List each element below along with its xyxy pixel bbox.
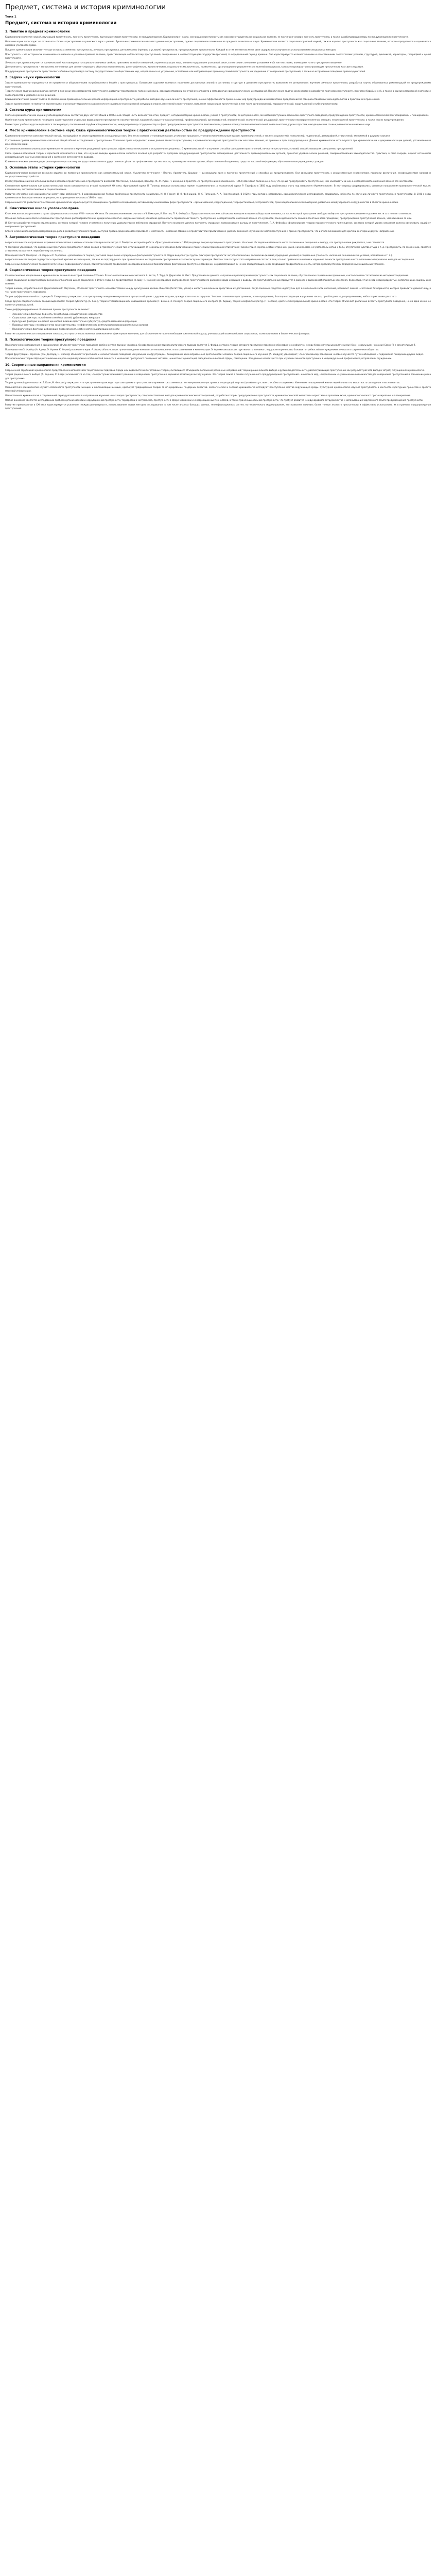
section-heading: 2. Задачи науки криминологии xyxy=(5,76,60,80)
paragraph: Теория рутинной деятельности (Л. Коэн, М. Фелсон) утверждает, что преступление происходит при совпадении в пространстве и времени трех элементов: мотивированного преступника, подходящей жертвы (цели) и отсутствия способного защитника. Изменения повседневной жизни людей влияют на вероятность совпадения этих элементов. xyxy=(5,381,400,384)
paragraph: Основные положения классической школы: преступление рассматривается как юридическое понятие, нарушение закона; наказание должно быть соразмерным тяжести преступления; неотвратимость наказания важнее его суровости; закон должен быть ясным и понятным всем гражданам; предупреждение преступлений важнее, чем наказание за них. xyxy=(5,216,412,219)
paragraph: Современные биологические теории (генетические, эндокринологические, психиатрические) продолжают исследования влияния биологических факторов на преступное поведение, но рассматривают их не как определяющие, а как создающие предрасположенность, которая реализуется при определенных социальных условиях. xyxy=(5,263,385,266)
paragraph: Отечественная криминология в современный период развивается в направлении изучения новых видов преступности, совершенствования методов криминологических исследований, разработки теории предупреждения преступности, криминологической экспертизы нормативных правовых актов, криминологического прогнозирования и планирования. xyxy=(5,394,411,397)
document-section xyxy=(5,235,431,266)
paragraph: Криминологические воззрения возникли задолго до появления криминологии как самостоятельной науки. Мыслители античности – Платон, Аристотель, Цицерон – высказывали идеи о причинах преступлений и способах их предупреждения. Они связывали преступность с имущественным неравенством, пороками воспитания, несовершенством законов и государственного устройства. xyxy=(5,171,431,178)
document-section xyxy=(5,207,431,233)
paragraph: В некоторых учебных курсах выделяется также раздел, посвященный зарубежной криминологии, международному сотрудничеству в сфере предупреждения преступности, виктимологии, криминологии уголовно-исполнительной деятельности и другим отраслям, находящимся на стыке криминологии и смежных наук. xyxy=(5,123,371,126)
paragraph: Развитие отечественной криминологии имеет свои особенности. В дореволюционной России проблемами преступности занимались М. Н. Гернет, И. Я. Фойницкий, Н. С. Таганцев, А. А. Пионтковский. В 1920-е годы активно развивались криминологические исследования, создавались кабинеты по изучению личности преступника и преступности. В 1930-е годы криминология была фактически запрещена, ее возрождение началось в 1960-е годы. xyxy=(5,192,431,199)
paragraph: Современный этап развития отечественной криминологии характеризуется расширением предмета исследований, активным изучением новых форм преступности – организованной, коррупционной, террористической, экстремистской, транснациональной и компьютерной, развитием международного сотрудничества в области криминологии. xyxy=(5,200,399,204)
paragraph: Психологические теории обращают внимание на роль индивидуальных особенностей личности в механизме преступного поведения: мотивов, ценностных ориентаций, эмоционально-волевой сферы, самооценки. Эти данные используются при изучении личности преступника, в индивидуальной профилактике, исправлении осужденных. xyxy=(5,357,392,360)
paragraph: Преступность – это исторически изменчивое социальное и уголовно-правовое явление, представляющее собой систему преступлений, совершенных в соответствующем государстве (регионе) за определенный период времени. Она характеризуется количественными и качественными показателями: уровнем, структурой, динамикой, характером, географией и ценой преступности. xyxy=(5,53,431,59)
document-section xyxy=(5,76,431,106)
bullet-list xyxy=(9,312,431,331)
paragraph: Теория аномии, разработанная Э. Дюркгеймом и Р. Мертоном, объясняет преступность несоответствием между культурными целями общества (богатство, успех) и институциональными средствами их достижения. Когда законные средства недоступны для значительной части населения, возникает аномия – состояние безнормности, которое приводит к девиантному, в том числе преступному, поведению. xyxy=(5,287,431,294)
list-item: • Экономические факторы: бедность, безработица, имущественное неравенство xyxy=(9,312,431,316)
paragraph: Связь криминологической теории с практикой проявляется в том, что научные выводы криминологии являются основой для разработки программ предупреждения преступности, планирования деятельности правоохранительных органов, принятия управленческих решений, совершенствования законодательства. Практика, в свою очередь, служит источником информации для научных исследований и критерием истинности их выводов. xyxy=(5,151,431,158)
paragraph: С уголовным правом криминологию связывает общий объект исследования – преступление. Уголовное право определяет, какие деяния являются преступными, а криминология изучает преступность как массовое явление, ее причины и пути предупреждения. Данные криминологии используются при криминализации и декриминализации деяний, установлении и изменении санкций. xyxy=(5,139,431,146)
section-heading: 10. Современные направления криминологии xyxy=(5,363,86,367)
paragraph: Предупреждение преступности представляет собой многоуровневую систему государственных и общественных мер, направленных на устранение, ослабление или нейтрализацию причин и условий преступности, на удержание от совершения преступлений, а также на исправление поведения правонарушителей. xyxy=(5,70,366,73)
paragraph: Криминология является самостоятельной наукой, находящейся на стыке юридических и социальных наук. Она тесно связана с уголовным правом, уголовным процессом, уголовно-исполнительным правом, криминалистикой, а также с социологией, психологией, педагогикой, демографией, статистикой, экономикой и другими науками. xyxy=(5,134,391,138)
section-heading: 9. Психологические теории преступного поведения xyxy=(5,338,96,342)
section-heading: 1. Понятие и предмет криминологии xyxy=(5,30,70,33)
paragraph: Система криминологии как науки и учебной дисциплины состоит из двух частей: Общей и Особенной. Общая часть включает понятие, предмет, методы и историю криминологии, учение о преступности, ее детерминантах, личности преступника, механизме преступного поведения, предупреждении преступности, криминологическом прогнозировании и планировании. xyxy=(5,114,429,117)
document-body xyxy=(5,30,431,410)
paragraph: Личность преступника изучается криминологией как совокупность социально значимых свойств, признаков, связей и отношений, характеризующих лицо, виновно нарушившее уголовный закон, в сочетании с внешними условиями и обстоятельствами, влияющими на его преступное поведение. xyxy=(5,61,342,64)
paragraph: С уголовно-исполнительным правом криминология связана в изучении рецидивной преступности, эффективности наказания и исправления осужденных. С криминалистикой – в изучении способов совершения преступлений, личности преступника, условий, способствовавших совершению преступлений. xyxy=(5,147,354,150)
document-section xyxy=(5,30,431,73)
section-heading: 5. Основные этапы истории криминологии xyxy=(5,166,80,170)
paragraph: И. Бентам разработал теорию утилитаризма, согласно которой человек стремится к получению удовольствия и избеганию страданий. Поэтому наказание должно причинять страдание, превосходящее выгоду от преступления. П. А. Фейербах сформулировал теорию психологического принуждения, согласно которой угроза наказания должна удерживать людей от совершения преступлений. xyxy=(5,221,431,228)
list-item: • Социальные факторы: ослабление семейных связей, урбанизация, миграция xyxy=(9,316,431,319)
document-section xyxy=(5,166,431,204)
paragraph: Ч. Ломброзо утверждал, что врожденный преступник представляет собой особый антропологический тип, отличающийся от нормального человека физическими и психическими признаками (стигматами): асимметрией черепа, особым строением ушей, низким лбом, нечувствительностью к боли, отсутствием чувства стыда и т. д. Преступность, по его мнению, является атавизмом, возвратом к первобытному состоянию. xyxy=(5,245,431,252)
paragraph: Социологическое направление в криминологии возникло во второй половине XIX века. Его основоположниками считаются А. Кетле, Г. Тард, Э. Дюркгейм, Ф. Лист. Представители данного направления рассматривали преступность как социальное явление, обусловленное социальными причинами, и использовали статистические методы исследования. xyxy=(5,274,409,277)
document-section xyxy=(5,108,431,126)
paragraph: Становление криминологии как самостоятельной науки связывается со второй половиной XIX века. Французский юрист П. Топинар впервые использовал термин «криминология», а итальянский юрист Р. Гарофало в 1885 году опубликовал книгу под названием «Криминология». В этот период сформировались основные направления криминологической мысли: классическое, антропологическое и социологическое. xyxy=(5,184,431,191)
section-heading: 4. Место криминологии в системе наук. Связь криминологической теории с практической деятельностью по предупреждению преступности xyxy=(5,129,255,133)
paragraph: Задачи криминологии не являются неизменными: они конкретизируются в зависимости от социально-экономической ситуации в стране, изменений в преступности, появления новых видов преступлений, в том числе организованной, террористической, коррупционной и киберпреступности. xyxy=(5,103,338,106)
paragraph: Психологическое направление в криминологии объясняет преступное поведение особенностями психики человека. Основоположником психоаналитического подхода является З. Фрейд, согласно теории которого преступное поведение обусловлено конфликтом между бессознательными влечениями (Оно), моральными нормами (Сверх-Я) и сознательным Я. xyxy=(5,343,416,346)
topic-label: Тема 1 xyxy=(5,15,16,19)
paragraph: Детерминанты преступности – это система негативных для соответствующего общества экономических, демографических, идеологических, социально-психологических, политических, организационно-управленческих явлений и процессов, которые порождают и воспроизводят преступность как свое следствие. xyxy=(5,65,364,69)
section-heading: 3. Система курса криминологии xyxy=(5,109,62,112)
list-item: • Правовые факторы: несовершенство законодательства, неэффективность деятельности правоохранительных органов xyxy=(9,323,431,327)
paragraph: Развитие социологического направления показало, что преступность является сложным многофакторным явлением, для объяснения которого необходим комплексный подход, учитывающий взаимодействие социальных, психологических и биологических факторов. xyxy=(5,332,310,335)
paragraph: Феминистская криминология изучает особенности преступности женщин и виктимизации женщин, критикует традиционные теории за игнорирование гендерных аспектов. Экологическая и зеленая криминология исследуют преступления против окружающей среды. Культурная криминология изучает преступность в контексте культурных процессов и средств массовой информации. xyxy=(5,386,431,393)
document-section xyxy=(5,363,431,411)
document-section xyxy=(5,338,431,361)
paragraph: Развитие криминологии в XXI веке характеризуется усилением междисциплинарности, использованием новых методов исследования, в том числе анализа больших данных, геоинформационных систем, математического моделирования, что позволяет получать более точные знания о преступности и эффективно использовать их в практике предупреждения преступлений. xyxy=(5,403,431,410)
page-title: Предмет, система и история криминологии xyxy=(5,3,166,11)
paragraph: Среди других социологических теорий выделяются: теория субкультур (А. Коэн), теория стигматизации или навешивания ярлыков (Г. Беккер, Э. Лемерт), теория социального контроля (Т. Хирши), теория конфликта культур (Т. Селлин), критическая (радикальная) криминология. Эти теории объясняют различные аспекты преступного поведения, но ни одна из них не является универсальной. xyxy=(5,299,431,307)
paragraph: Классическая школа уголовного права сформировалась в конце XVIII – начале XIX века. Ее основоположниками считаются Ч. Беккариа, И. Бентам, П. А. Фейербах. Представители классической школы исходили из идеи свободы воли человека, согласно которой преступник свободно выбирает преступное поведение и должен нести за это ответственность. xyxy=(5,212,412,215)
paragraph: Последователи Ч. Ломброзо – Э. Ферри и Р. Гарофало – дополнили его теорию, учитывая социальные и природные факторы преступности. Э. Ферри выделял три группы факторов преступности: антропологические, физические (климат, природные условия) и социальные (плотность населения, экономические условия, воспитание и т. п.). xyxy=(5,253,393,257)
section-heading: 8. Социологическая теория преступного поведения xyxy=(5,269,96,273)
paragraph: Задачи криминологии определяются ее предметом и общественными потребностями в борьбе с преступностью. Основными задачами являются: получение достоверных знаний о состоянии, структуре и динамике преступности; выявление ее детерминант; изучение личности преступника; разработка научно обоснованных рекомендаций по предупреждению преступлений. xyxy=(5,81,431,88)
document-section xyxy=(5,268,431,335)
paragraph: Современная зарубежная криминология представлена многообразием теоретических подходов. Среди них выделяются интегративные теории, пытающиеся объединить положения различных направлений; теории рационального выбора и рутинной деятельности, рассматривающие преступление как результат расчета выгод и затрат; ситуационная криминология. xyxy=(5,368,425,371)
paragraph: Теория социальной дезорганизации возникла в Чикагской школе социологии в 1920-е годы. Ее представители (К. Шоу, Г. Маккей) исследовали распределение преступности по районам города и пришли к выводу, что преступность концентрируется в районах с высокой мобильностью населения, бедностью, этнической неоднородностью, ослабленными социальными связями. xyxy=(5,279,431,285)
paragraph: Предмет криминологии включает четыре основных элемента: преступность, личность преступника, детерминанты (причины и условия) преступности, предупреждение преступности. Каждый из этих элементов имеет свое содержание и изучается с использованием специальных методов. xyxy=(5,48,337,51)
document-section xyxy=(5,129,431,163)
paragraph: Последователи З. Фрейда (А. Адлер, Э. Фромм, К. Хорни) развили его идеи. А. Адлер объяснял преступное поведение комплексом неполноценности и стремлением к компенсации. Э. Фромм связывал деструктивность человека с неудовлетворенностью базовых потребностей и отчуждением личности в современном обществе. xyxy=(5,348,379,351)
paragraph: В эпоху Просвещения значительный вклад в развитие представлений о преступности внесли Ш. Монтескье, Ч. Беккариа, Вольтер, Ж.-Ж. Руссо. Ч. Беккариа в трактате «О преступлениях и наказаниях» (1764) обосновал положение о том, что лучше предупреждать преступления, чем наказывать за них, а неотвратимость наказания важнее его жестокости. xyxy=(5,179,413,182)
paragraph: Особенная часть криминологии посвящена характеристике отдельных видов и групп преступности: насильственной, корыстной, корыстно-насильственной, профессиональной, организованной, экономической, экологической, рецидивной, преступности несовершеннолетних, женщин, неосторожной преступности, а также мер их предупреждения. xyxy=(5,118,405,122)
paragraph: Криминологические рекомендации реализуются через систему государственных и негосударственных субъектов профилактики: органы власти, правоохранительные органы, общественные объединения, средства массовой информации, образовательные учреждения, граждан. xyxy=(5,160,324,163)
paragraph: Теория рационального выбора (Д. Корниш, Р. Кларк) основывается на том, что преступник принимает решение о совершении преступления, оценивая возможную выгоду и риски. Эта теория лежит в основе ситуационного предупреждения преступлений – комплекса мер, направленных на уменьшение возможностей для совершения преступлений и повышение риска для преступника. xyxy=(5,373,431,380)
section-heading: 6. Классическая школа уголовного права xyxy=(5,207,79,210)
paragraph: Антропологическое направление в криминологии связано с именем итальянского врача-психиатра Ч. Ломброзо, который в работе «Преступный человек» (1876) выдвинул теорию врожденного преступника. На основе обследования большого числа заключенных он пришел к выводу, что преступниками рождаются, а не становятся. xyxy=(5,241,385,244)
paragraph: Теоретические задачи криминологии состоят в познании закономерностей преступности, развитии теоретических положений науки, совершенствовании понятийного аппарата и методологии криминологических исследований. Практические задачи заключаются в разработке прогнозов преступности, программ борьбы с ней, а также в криминологической экспертизе законопроектов и управленческих решений. xyxy=(5,90,431,96)
topic-title: Предмет, система и история криминологии xyxy=(5,21,117,26)
paragraph: Название науки происходит от латинского crimen – преступление и греческого logos – учение. Буквально криминология означает учение о преступлении, однако современное понимание ее предмета значительно шире. Криминология является социально-правовой наукой, так как изучает преступность как социальное явление, которое определяется и оценивается нормами уголовного права. xyxy=(5,40,431,46)
list-item: • Культурные факторы: конфликт ценностей, влияние преступных субкультур, средств массовой информации xyxy=(9,319,431,323)
paragraph: Особое внимание уделяется исследованию проблем организованной и коррупционной преступности, терроризма и экстремизма, преступности в сфере экономики и информационных технологий, а также транснациональной преступности, что требует развития международного сотрудничества и использования зарубежного опыта предупреждения преступности. xyxy=(5,398,423,401)
list-item: • Психологические факторы: деформация правосознания, особенности социализации личности xyxy=(9,327,431,331)
paragraph: Антропологическая теория подверглась серьезной критике как ненаучная, так как не подтвердилась при сравнительных исследованиях преступников и законопослушных граждан. Вместе с тем заслуга этого направления состоит в том, что оно привлекло внимание к изучению личности преступника и использованию эмпирических методов исследования. xyxy=(5,258,415,261)
paragraph: Криминология является наукой, изучающей преступность, личность преступника, причины и условия преступности, ее предупреждение. Криминология – наука, изучающая преступность как массовое отрицательное социальное явление, ее причины и условия, личность преступника, а также вырабатывающая меры по предупреждению преступности. xyxy=(5,36,409,38)
paragraph: Теория дифференциальной ассоциации Э. Сатерленда утверждает, что преступному поведению научаются в процессе общения с другими людьми, прежде всего в малых группах. Человек становится преступником, если определения, благоприятствующие нарушению закона, преобладают над определениями, неблагоприятными для этого. xyxy=(5,295,397,298)
paragraph: Классическая школа сыграла прогрессивную роль в развитии уголовного права, выступив против средневекового произвола и жестокости наказаний. Однако ее представители практически не уделяли внимания изучению личности преступника и причин преступности, что и стало основанием для критики со стороны других направлений. xyxy=(5,229,395,232)
section-heading: 7. Антропологическая теория преступного поведения xyxy=(5,235,100,239)
paragraph: Криминология также решает задачи по обеспечению правоохранительных органов информацией о преступности, разработке методик изучения личности преступника, оценке эффективности применяемых мер предупреждения и подготовке предложений по совершенствованию законодательства и практики его применения. xyxy=(5,98,380,101)
paragraph: Теория фрустрации – агрессии (Дж. Доллард, Н. Миллер) объясняет агрессивное и насильственное поведение как реакцию на фрустрацию – блокирование целенаправленной деятельности человека. Теория социального научения (А. Бандура) утверждает, что агрессивному поведению человек научается путем наблюдения и подражания поведению других людей. xyxy=(5,352,424,355)
paragraph: Такие дифференцированные объяснения причин преступности включают: xyxy=(5,308,90,311)
